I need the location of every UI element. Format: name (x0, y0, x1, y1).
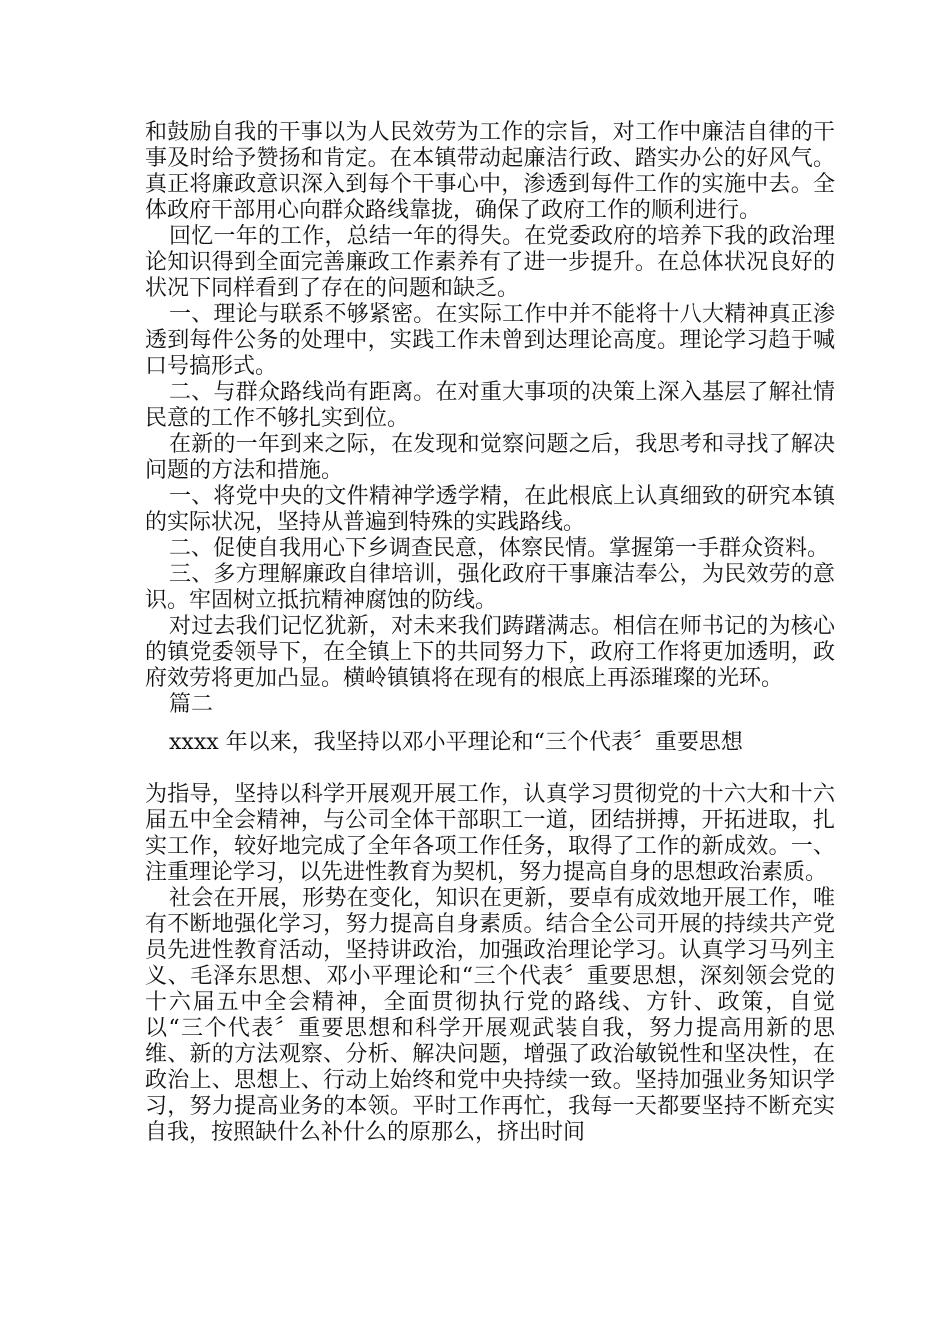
paragraph-9: 对过去我们记忆犹新，对未来我们踌躇满志。相信在师书记的为核心的镇党委领导下，在全镇上下的共同努力下，政府工作将更加透明，政府效劳将更加凸显。横岭镇镇将在现有的根底上再添璀璨的光环。 (145, 614, 835, 691)
paragraph-1: 和鼓励自我的干事以为人民效劳为工作的宗旨，对工作中廉洁自律的干事及时给予赞扬和肯定。在本镇带动起廉洁行政、踏实办公的好风气。真正将廉政意识深入到每个干事心中，渗透到每件工作的实施中去。全体政府干部用心向群众路线靠拢，确保了政府工作的顺利进行。 (145, 120, 835, 223)
paragraph-4: 二、与群众路线尚有距离。在对重大事项的决策上深入基层了解社情民意的工作不够扎实到位。 (145, 380, 835, 431)
section-heading: 篇二 (169, 692, 214, 717)
paragraph-2: 回忆一年的工作，总结一年的得失。在党委政府的培养下我的政治理论知识得到全面完善廉政工作素养有了进一步提升。在总体状况良好的状况下同样看到了存在的问题和缺乏。 (145, 224, 835, 301)
section2-paragraph-2: 社会在开展，形势在变化，知识在更新，要卓有成效地开展工作，唯有不断地强化学习，努力提高自身素质。结合全公司开展的持续共产党员先进性教育活动，坚持讲政治，加强政治理论学习。认真学习马列主义、毛泽东思想、邓小平理论和“三个代表〞重要思想，深刻领会党的十六届五中全会精神，全面贯彻执行党的路线、方针、政策，自觉以“三个代表〞重要思想和科学开展观武装自我，努力提高用新的思维、新的方法观察、分析、解决问题，增强了政治敏锐性和坚决性，在政治上、思想上、行动上始终和党中央持续一致。坚持加强业务知识学习，努力提高业务的本领。平时工作再忙，我每一天都要坚持不断充实自我，按照缺什么补什么的原那么，挤出时间 (145, 886, 835, 1145)
paragraph-3: 一、理论与联系不够紧密。在实际工作中并不能将十八大精神真正渗透到每件公务的处理中，实践工作未曾到达理论高度。理论学习趋于喊口号搞形式。 (145, 302, 835, 379)
paragraph-8: 三、多方理解廉政自律培训，强化政府干事廉洁奉公，为民效劳的意识。牢固树立抵抗精神腐蚀的防线。 (145, 562, 835, 613)
paragraph-5: 在新的一年到来之际，在发现和觉察问题之后，我思考和寻找了解决问题的方法和措施。 (145, 432, 835, 483)
paragraph-7: 二、促使自我用心下乡调查民意，体察民情。掌握第一手群众资料。 (169, 536, 830, 561)
document-page (145, 120, 835, 1146)
paragraph-6: 一、将党中央的文件精神学透学精，在此根底上认真细致的研究本镇的实际状况，坚持从普遍到特殊的实践路线。 (145, 484, 835, 535)
section2-intro: xxxx 年以来，我坚持以邓小平理论和“三个代表〞重要思想 (169, 730, 743, 755)
section2-paragraph-1: 为指导，坚持以科学开展观开展工作，认真学习贯彻党的十六大和十六届五中全会精神，与公司全体干部职工一道，团结拼搏，开拓进取，扎实工作，较好地完成了全年各项工作任务，取得了工作的新成效。一、注重理论学习，以先进性教育为契机，努力提高自身的思想政治素质。 (145, 782, 835, 885)
